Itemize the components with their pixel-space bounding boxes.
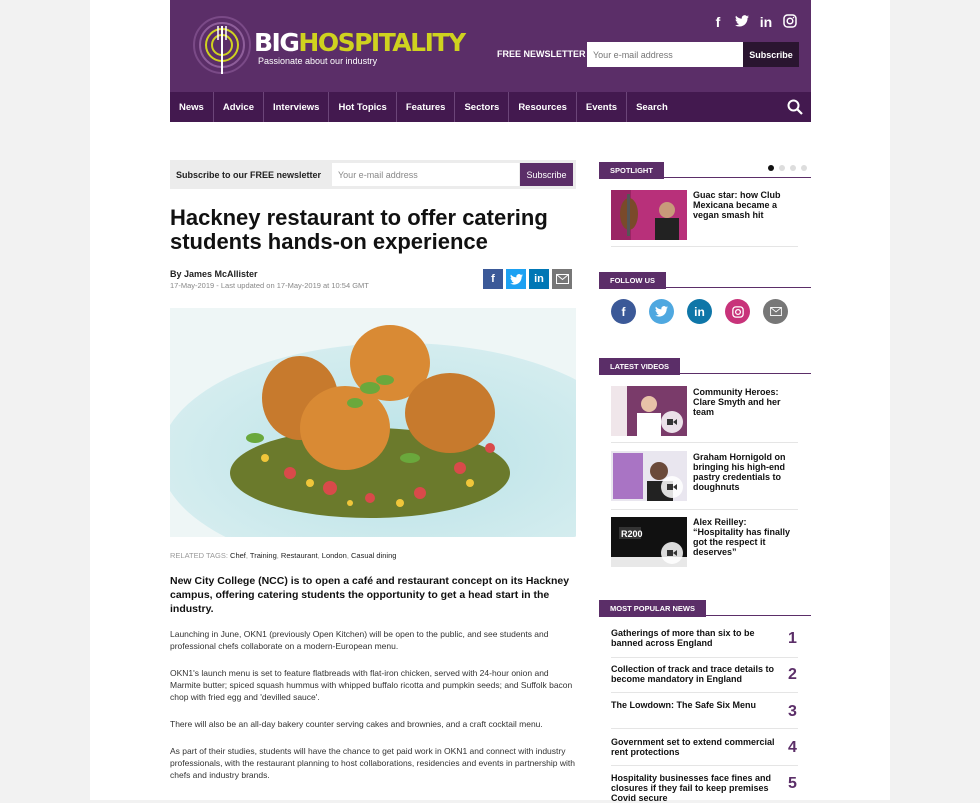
nav-item-advice[interactable]: Advice (214, 92, 264, 122)
video-title[interactable]: Alex Reilley: “Hospitality has finally got the respect it deserves” (693, 517, 791, 557)
video-title[interactable]: Community Heroes: Clare Smyth and her team (693, 387, 781, 417)
popular-heading-label: MOST POPULAR NEWS (599, 600, 706, 617)
popular-heading (599, 598, 811, 616)
carousel-dot[interactable] (801, 165, 807, 171)
nav-item-news[interactable]: News (170, 92, 214, 122)
spotlight-title[interactable]: Guac star: how Club Mexicana became a vegan smash hit (693, 190, 781, 220)
divider (611, 246, 798, 247)
popular-item-title[interactable]: The Lowdown: The Safe Six Menu (611, 700, 757, 710)
popular-item-title[interactable]: Gatherings of more than six to be banned across England (611, 628, 755, 648)
newsletter-bar-label: Subscribe to our FREE newsletter (176, 170, 322, 180)
article-lead: New City College (NCC) is to open a café and restaurant concept on its Hackney campus, offering catering students the opportunity to get a head start in the industry. (170, 575, 570, 615)
main-nav (170, 92, 811, 122)
article-paragraph: There will also be an all-day bakery counter serving cakes and brownies, and a craft cocktail menu. (170, 719, 543, 729)
popular-item-rank: 3 (788, 703, 797, 720)
email-icon[interactable] (552, 269, 572, 289)
site-header (170, 0, 811, 92)
popular-item-rank: 1 (788, 630, 797, 647)
newsletter-bar (170, 160, 576, 189)
site-logo[interactable] (188, 12, 465, 78)
search-icon[interactable] (787, 99, 803, 115)
logo-wordmark (254, 28, 465, 57)
play-icon[interactable] (661, 476, 683, 498)
linkedin-icon[interactable]: in (529, 269, 549, 289)
divider (611, 765, 798, 766)
facebook-icon[interactable]: f (611, 299, 636, 324)
article-headline: Hackney restaurant to offer catering students hands-on experience (170, 205, 548, 254)
tag-link[interactable]: Training (249, 551, 277, 560)
divider (611, 657, 798, 658)
divider (611, 509, 798, 510)
twitter-icon[interactable] (735, 14, 749, 31)
nav-item-hot-topics[interactable]: Hot Topics (329, 92, 396, 122)
twitter-icon[interactable] (649, 299, 674, 324)
popular-item-rank: 2 (788, 666, 797, 683)
tag-link[interactable]: Casual dining (350, 551, 397, 560)
popular-item-rank: 5 (788, 775, 797, 792)
play-icon[interactable] (661, 542, 683, 564)
follow-links (611, 299, 788, 324)
spotlight-heading-label: SPOTLIGHT (599, 162, 664, 179)
divider (611, 442, 798, 443)
nav-item-sectors[interactable]: Sectors (455, 92, 509, 122)
carousel-dot[interactable] (768, 165, 774, 171)
popular-item-title[interactable]: Government set to extend commercial rent protections (611, 737, 775, 757)
instagram-icon[interactable] (783, 14, 797, 31)
spotlight-heading (599, 160, 811, 178)
newsletter-subscribe-button[interactable]: Subscribe (520, 163, 573, 186)
article-paragraph: As part of their studies, students will have the chance to get paid work in OKN1 and connect with industry professionals, with the restaurant planning to host collaborations, residencies and events in partnership with chefs and industry brands. (170, 746, 575, 780)
carousel-dots[interactable] (768, 165, 807, 171)
spotlight-thumbnail[interactable] (611, 190, 687, 240)
header-social-links (711, 14, 797, 31)
article-paragraph: OKN1's launch menu is set to feature flatbreads with flat-iron chicken, served with 24-hour onion and Marmite butter; spiced squash hummus with whipped buffalo ricotta and pumpkin seeds; and Suffolk bacon chop with fried egg and 'devilled sauce'. (170, 668, 573, 702)
article-dateline: 17-May-2019 - Last updated on 17-May-2019 at 10:54 GMT (170, 281, 369, 290)
tag-link[interactable]: Restaurant (280, 551, 318, 560)
video-title[interactable]: Graham Hornigold on bringing his high-end pastry credentials to doughnuts (693, 452, 786, 492)
follow-heading (599, 270, 811, 288)
follow-heading-label: FOLLOW US (599, 272, 666, 289)
logo-hospitality: HOSPITALITY (298, 28, 465, 57)
nav-item-events[interactable]: Events (577, 92, 627, 122)
linkedin-icon[interactable]: in (687, 299, 712, 324)
logo-big: BIG (254, 28, 299, 57)
play-icon[interactable] (661, 411, 683, 433)
divider (611, 728, 798, 729)
linkedin-icon[interactable]: in (759, 14, 773, 30)
nav-item-search[interactable]: Search (636, 101, 668, 113)
header-email-input[interactable] (587, 42, 743, 67)
divider (611, 692, 798, 693)
popular-item-title[interactable]: Collection of track and trace details to become mandatory in England (611, 664, 775, 684)
email-icon[interactable] (763, 299, 788, 324)
facebook-icon[interactable]: f (715, 14, 721, 30)
videos-heading-label: LATEST VIDEOS (599, 358, 680, 375)
nav-item-resources[interactable]: Resources (509, 92, 577, 122)
videos-heading (599, 356, 811, 374)
nav-item-features[interactable]: Features (397, 92, 456, 122)
tag-link[interactable]: Chef (230, 551, 246, 560)
share-buttons (483, 269, 572, 289)
header-subscribe-button[interactable]: Subscribe (743, 42, 799, 67)
instagram-icon[interactable] (725, 299, 750, 324)
newsletter-email-input[interactable]: Your e-mail address (332, 163, 519, 186)
twitter-icon[interactable] (506, 269, 526, 289)
facebook-icon[interactable]: f (483, 269, 503, 289)
carousel-dot[interactable] (790, 165, 796, 171)
tag-link[interactable]: London (321, 551, 347, 560)
nav-item-interviews[interactable]: Interviews (264, 92, 329, 122)
article-author[interactable]: By James McAllister (170, 269, 258, 279)
carousel-dot[interactable] (779, 165, 785, 171)
article-paragraph: Launching in June, OKN1 (previously Open Kitchen) will be open to the public, and see students and professional chefs collaborate on a modern-European menu. (170, 629, 549, 651)
related-tags: RELATED TAGS: Chef, Training, Restaurant, London, Casual dining (170, 551, 397, 560)
popular-item-rank: 4 (788, 739, 797, 756)
site-tagline: Passionate about our industry (258, 56, 378, 66)
article-hero-image (170, 308, 576, 537)
svg-text:R200: R200 (621, 529, 643, 539)
logo-rings-icon (188, 12, 252, 78)
popular-item-title[interactable]: Hospitality businesses face fines and closures if they fail to keep premises Covid secure (611, 773, 772, 803)
related-tags-label: RELATED TAGS: (170, 551, 228, 560)
header-newsletter-label: FREE NEWSLETTER (497, 49, 586, 59)
